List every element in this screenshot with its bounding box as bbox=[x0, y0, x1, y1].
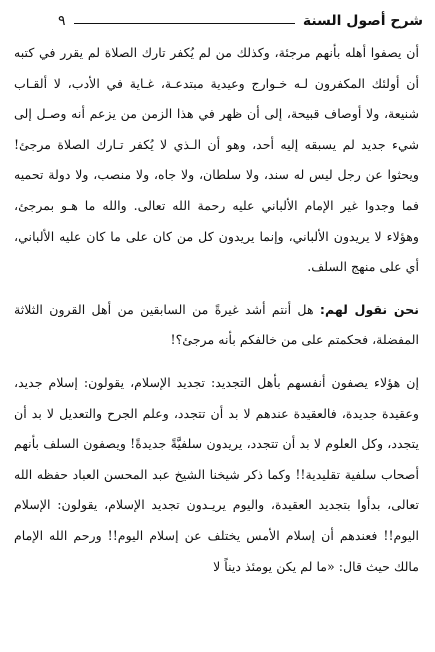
paragraph-1-text: أن يصفوا أهله بأنهم مرجئة، وكذلك من لم يُكفر تارك الصلاة لم يقرر في كتبه أن أولئك المكفرون لـه خـوارج وعيدية مبتدعـة، غـاية في الأدب، لا ألقـاب شنيعة، ولا أوصاف قبيحة، إلى أن ظهر في هذا الزمن من يزعم أنه وصـل إلى شيء جديد لم يسبقه إليه أحد، وهو أن الـذي لا يُكفر تـارك الصلاة مرجئ! ويحثوا عن رجل ليس له سند، ولا سلطان، ولا جاه، ولا منصب، ولا دولة تحميه فما وجدوا غير الإمام الألباني عليه رحمة الله تعالى. والله ما هـو بمرجئ، وهؤلاء لا يريدون الألباني، وإنما يريدون كل من كان على ما كان عليه الألباني، أي على منهج السلف. bbox=[14, 45, 419, 275]
header-rule bbox=[74, 23, 295, 24]
paragraph-2-lead: نحن نقول لهم: bbox=[319, 301, 419, 317]
paragraph-2 bbox=[14, 295, 419, 356]
page-number: ٩ bbox=[58, 13, 66, 29]
paragraph-2-text: هل أنتم أشد غيرةً من السابقين من أهل القرون الثلاثة المفضلة، فحكمتم على من خالفكم بأنه مرجئ؟! bbox=[14, 301, 419, 348]
page-header bbox=[14, 6, 423, 32]
paragraph-3 bbox=[14, 368, 419, 582]
paragraph-1 bbox=[14, 38, 419, 283]
page-body bbox=[14, 38, 419, 582]
paragraph-3-text: إن هؤلاء يصفون أنفسهم بأهل التجديد: تجديد الإسلام، يقولون: إسلام جديد، وعقيدة جديدة، فالعقيدة عندهم لا بد أن تتجدد، وعلم الجرح والتعديل لا بد أن يتجدد، وكل العلوم لا بد أن تتجدد، يريدون سلفيَّةً جديدةً! ويصفون السلف بأنهم أصحاب سلفية تقليدية!! وكما ذكر شيخنا الشيخ عبد المحسن العباد حفظه الله تعالى، بدأوا بتجديد العقيدة، واليوم يريـدون تجديد الإسلام، يقولون: الإسلام اليوم!! فعندهم أن إسلام الأمس يختلف عن إسلام اليوم!! ورحم الله الإمام مالك حيث قال: «ما لم يكن يومئذ ديناً لا bbox=[14, 374, 419, 574]
book-title: شرح أصول السنة bbox=[302, 13, 423, 29]
